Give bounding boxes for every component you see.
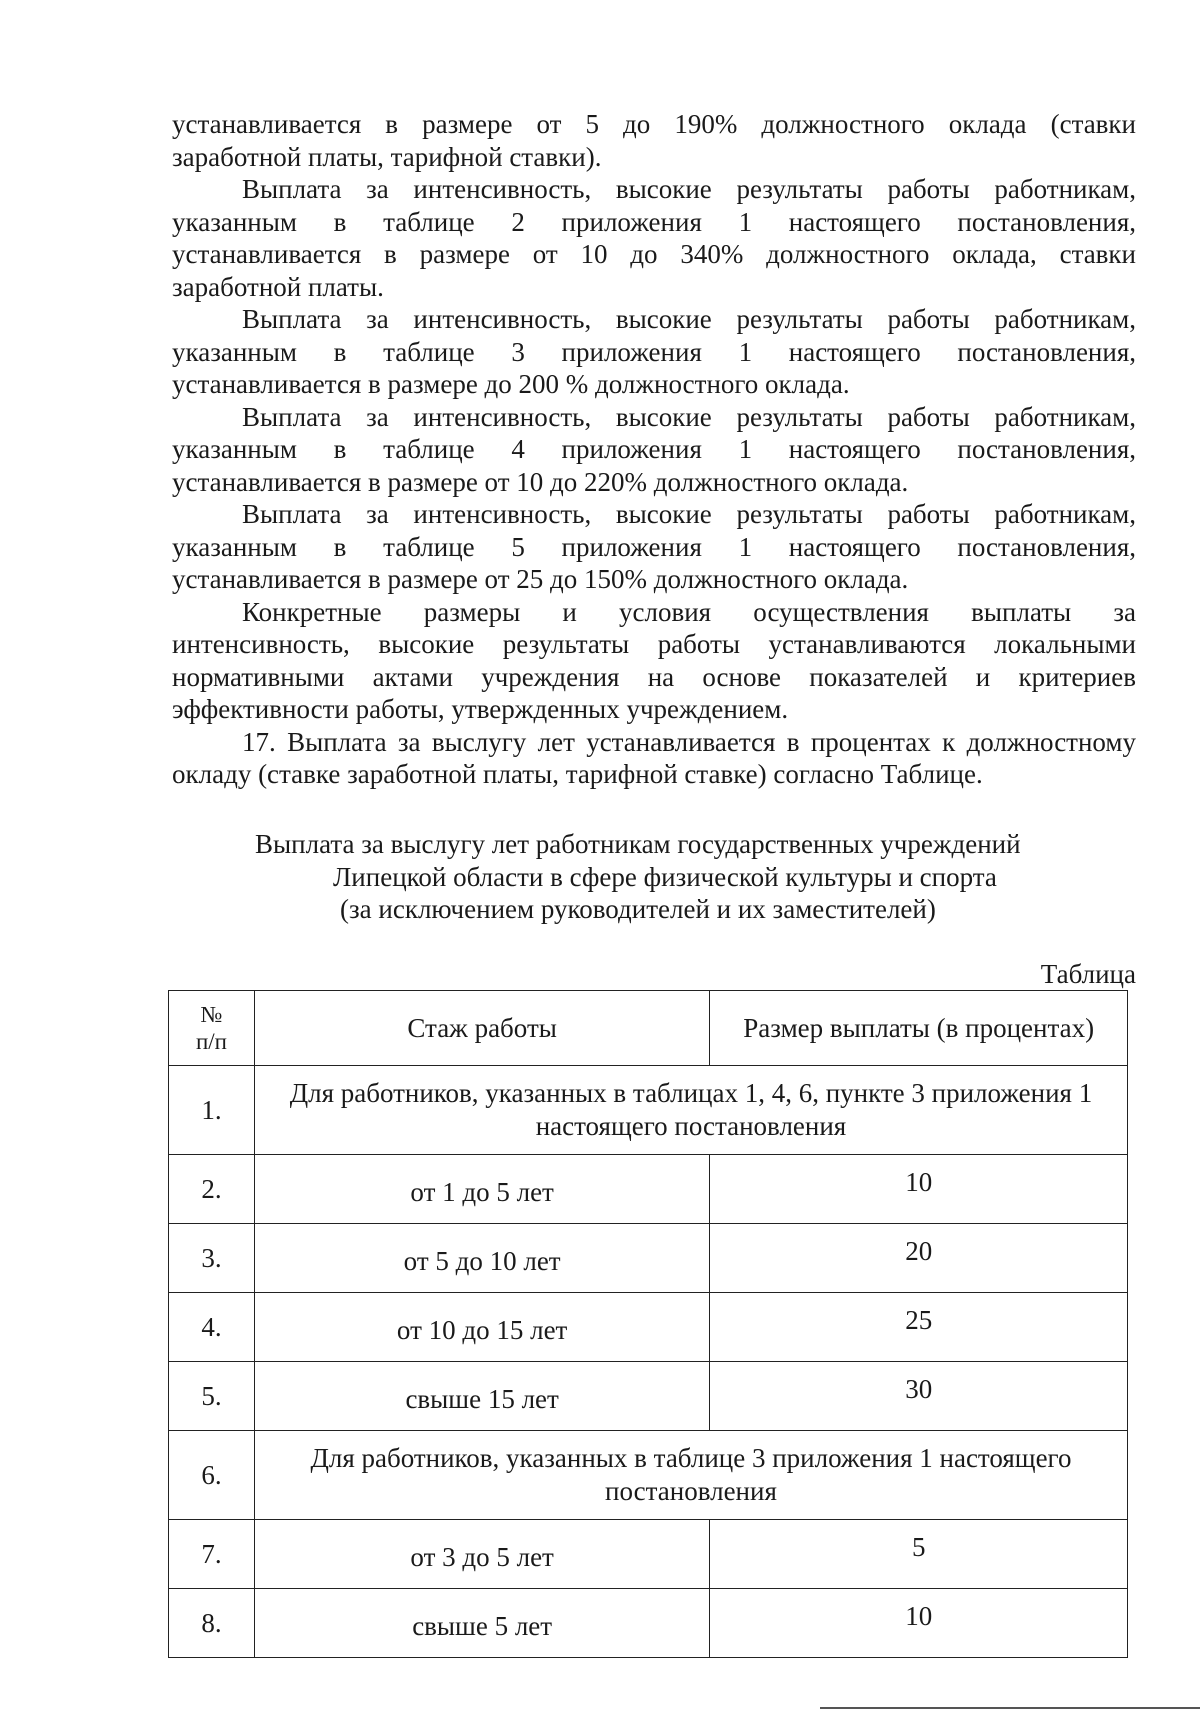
text-line: эффективности работы, утвержденных учреждением. (172, 694, 789, 724)
text-line: 17. Выплата за выслугу лет устанавливается в процентах к должностному (242, 726, 1136, 757)
stazh-cell: от 10 до 15 лет (254, 1293, 709, 1362)
table-title-line-1: Выплата за выслугу лет работникам государственных учреждений (255, 829, 1021, 859)
text-line: указанным в таблице 4 приложения 1 настоящего постановления, (172, 434, 1136, 464)
paragraph (172, 401, 1136, 499)
row-number: 2. (169, 1155, 255, 1224)
value-cell: 25 (710, 1293, 1128, 1362)
text-line: Выплата за интенсивность, высокие результаты работы работникам, (242, 401, 1136, 432)
paragraph (172, 726, 1136, 791)
header-razmer: Размер выплаты (в процентах) (710, 991, 1128, 1066)
header-stazh: Стаж работы (254, 991, 709, 1066)
table-title (172, 828, 1136, 926)
table-row (169, 1589, 1128, 1658)
text-line: Конкретные размеры и условия осуществления выплаты за (242, 596, 1136, 627)
value-cell: 10 (710, 1155, 1128, 1224)
text-line: устанавливается в размере от 25 до 150% должностного оклада. (172, 564, 909, 594)
row-number: 7. (169, 1520, 255, 1589)
value-cell: 20 (710, 1224, 1128, 1293)
stazh-cell: свыше 5 лет (254, 1589, 709, 1658)
value-cell: 5 (710, 1520, 1128, 1589)
table-row (169, 1362, 1128, 1431)
text-line: устанавливается в размере от 5 до 190% должностного оклада (ставки (172, 109, 1136, 139)
text-line: окладу (ставке заработной платы, тарифной ставке) согласно Таблице. (172, 759, 983, 789)
header-number-abbr: п/п (195, 1029, 227, 1054)
paragraph (172, 596, 1136, 726)
text-line: Выплата за интенсивность, высокие результаты работы работникам, (242, 499, 1136, 529)
table-row (169, 1520, 1128, 1589)
header-number-sign: № (200, 1002, 223, 1027)
group-label: Для работников, указанных в таблицах 1, 4, 6, пункте 3 приложения 1 настоящего постановления (254, 1066, 1127, 1155)
stazh-cell: от 5 до 10 лет (254, 1224, 709, 1293)
value-cell: 10 (710, 1589, 1128, 1658)
text-line: устанавливается в размере до 200 % должностного оклада. (172, 369, 850, 399)
table-header-row (169, 991, 1128, 1066)
row-number: 4. (169, 1293, 255, 1362)
table-row (169, 1155, 1128, 1224)
text-line: Выплата за интенсивность, высокие результаты работы работникам, (242, 174, 1136, 204)
header-number (169, 991, 255, 1066)
stazh-cell: от 1 до 5 лет (254, 1155, 709, 1224)
row-number: 8. (169, 1589, 255, 1658)
text-line: интенсивность, высокие результаты работы устанавливаются локальными (172, 629, 1136, 659)
group-label: Для работников, указанных в таблице 3 приложения 1 настоящего постановления (254, 1431, 1127, 1520)
row-number: 1. (169, 1066, 255, 1155)
table-row (169, 1293, 1128, 1362)
body-text (172, 108, 1136, 791)
table-title-line-3: (за исключением руководителей и их заместителей) (340, 894, 936, 924)
text-line: устанавливается в размере от 10 до 220% должностного оклада. (172, 466, 909, 497)
text-line: Выплата за интенсивность, высокие результаты работы работникам, (242, 304, 1136, 334)
text-line: заработной платы, тарифной ставки). (172, 141, 602, 172)
table-group-row (169, 1431, 1128, 1520)
text-line: указанным в таблице 5 приложения 1 настоящего постановления, (172, 531, 1136, 562)
row-number: 3. (169, 1224, 255, 1293)
table-caption: Таблица (1040, 959, 1136, 989)
row-number: 6. (169, 1431, 255, 1520)
paragraph (172, 173, 1136, 303)
text-line: указанным в таблице 3 приложения 1 настоящего постановления, (172, 336, 1136, 367)
value-cell: 30 (710, 1362, 1128, 1431)
paragraph (172, 303, 1136, 401)
text-line: нормативными актами учреждения на основе показателей и критериев (172, 661, 1136, 692)
text-line: указанным в таблице 2 приложения 1 настоящего постановления, (172, 206, 1136, 237)
text-line: устанавливается в размере от 10 до 340% должностного оклада, ставки (172, 239, 1136, 269)
table-title-line-2: Липецкой области в сфере физической культуры и спорта (333, 861, 997, 892)
stazh-cell: свыше 15 лет (254, 1362, 709, 1431)
seniority-table (168, 990, 1128, 1658)
text-line: заработной платы. (172, 271, 384, 302)
paragraph (172, 498, 1136, 596)
row-number: 5. (169, 1362, 255, 1431)
paragraph (172, 108, 1136, 173)
table-group-row (169, 1066, 1128, 1155)
table-row (169, 1224, 1128, 1293)
stazh-cell: от 3 до 5 лет (254, 1520, 709, 1589)
